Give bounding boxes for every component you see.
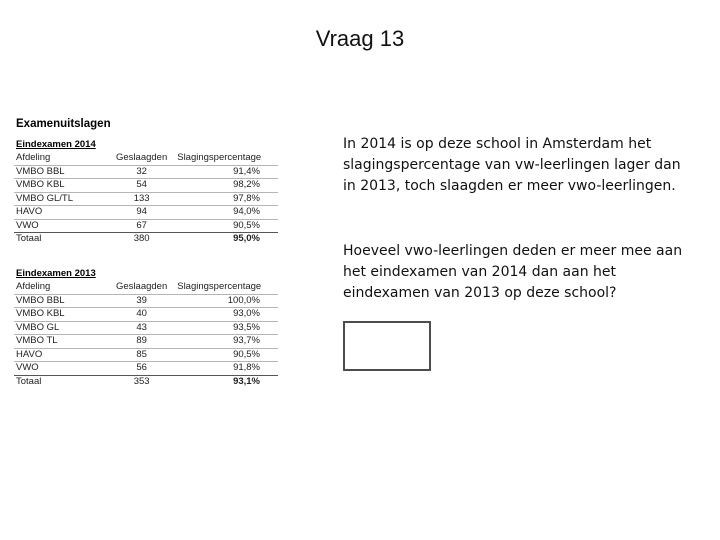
exam-2013-heading: Eindexamen 2013 <box>16 268 96 279</box>
column-header: Geslaagden <box>116 152 168 163</box>
table-cell: 67 <box>114 219 169 233</box>
column-header: Slagingspercentage <box>177 281 262 292</box>
table-cell: 43 <box>114 321 169 335</box>
exam-2014-table <box>14 152 278 246</box>
table-cell: 32 <box>114 165 169 179</box>
table-cell: 94 <box>114 206 169 220</box>
table-cell: 380 <box>114 233 169 246</box>
table-cell: 133 <box>114 192 169 206</box>
table-cell: VWO <box>14 219 114 233</box>
table-cell: VMBO GL/TL <box>14 192 114 206</box>
question-prompt: Hoeveel vwo-leerlingen deden er meer mee aan het eindexamen van 2014 dan aan het eindexamen van 2013 op deze school? <box>343 243 683 301</box>
table-cell: HAVO <box>14 206 114 220</box>
table-row <box>14 348 278 362</box>
table-cell: HAVO <box>14 348 114 362</box>
table-cell: 90,5% <box>169 348 278 362</box>
exam-results-image <box>12 116 282 401</box>
table-cell: 85 <box>114 348 169 362</box>
table-total-row <box>14 375 278 388</box>
table-cell: Totaal <box>14 233 114 246</box>
table-cell: 91,4% <box>169 165 278 179</box>
table-cell: 89 <box>114 335 169 349</box>
slide-title: Vraag 13 <box>315 26 405 51</box>
table-row <box>14 362 278 376</box>
table-cell: 97,8% <box>169 192 278 206</box>
table-cell: VMBO TL <box>14 335 114 349</box>
table-row <box>14 294 278 308</box>
column-header: Afdeling <box>16 152 51 163</box>
column-header: Afdeling <box>16 281 51 292</box>
exam-2013-table <box>14 281 278 388</box>
table-cell: 94,0% <box>169 206 278 220</box>
table-row <box>14 335 278 349</box>
table-cell: VMBO KBL <box>14 308 114 322</box>
table-row <box>14 206 278 220</box>
column-header: Geslaagden <box>116 281 168 292</box>
table-cell: 90,5% <box>169 219 278 233</box>
table-cell: VMBO KBL <box>14 179 114 193</box>
table-row <box>14 308 278 322</box>
table-total-row <box>14 233 278 246</box>
table-cell: VMBO BBL <box>14 294 114 308</box>
table-cell: 93,7% <box>169 335 278 349</box>
table-row <box>14 192 278 206</box>
table-cell: 95,0% <box>169 233 278 246</box>
table-cell: 91,8% <box>169 362 278 376</box>
answer-box[interactable] <box>343 321 431 371</box>
table-cell: 93,1% <box>169 375 278 388</box>
table-header-row <box>14 281 278 294</box>
table-cell: 54 <box>114 179 169 193</box>
table-cell: VMBO BBL <box>14 165 114 179</box>
table-cell: 98,2% <box>169 179 278 193</box>
table-row <box>14 321 278 335</box>
exam-2014-heading: Eindexamen 2014 <box>16 139 96 150</box>
table-cell: 56 <box>114 362 169 376</box>
results-heading: Examenuitslagen <box>16 118 111 130</box>
table-row <box>14 179 278 193</box>
table-header-row <box>14 152 278 165</box>
table-cell: 40 <box>114 308 169 322</box>
table-cell: 93,0% <box>169 308 278 322</box>
table-row <box>14 219 278 233</box>
table-row <box>14 165 278 179</box>
table-cell: Totaal <box>14 375 114 388</box>
table-cell: VWO <box>14 362 114 376</box>
table-cell: 353 <box>114 375 169 388</box>
table-cell: VMBO GL <box>14 321 114 335</box>
table-cell: 100,0% <box>169 294 278 308</box>
column-header: Slagingspercentage <box>177 152 262 163</box>
question-intro: In 2014 is op deze school in Amsterdam het slagingspercentage van vw-leerlingen lager dan in 2013, toch slaagden er meer vwo-leerlingen. <box>343 136 681 194</box>
table-cell: 39 <box>114 294 169 308</box>
table-cell: 93,5% <box>169 321 278 335</box>
